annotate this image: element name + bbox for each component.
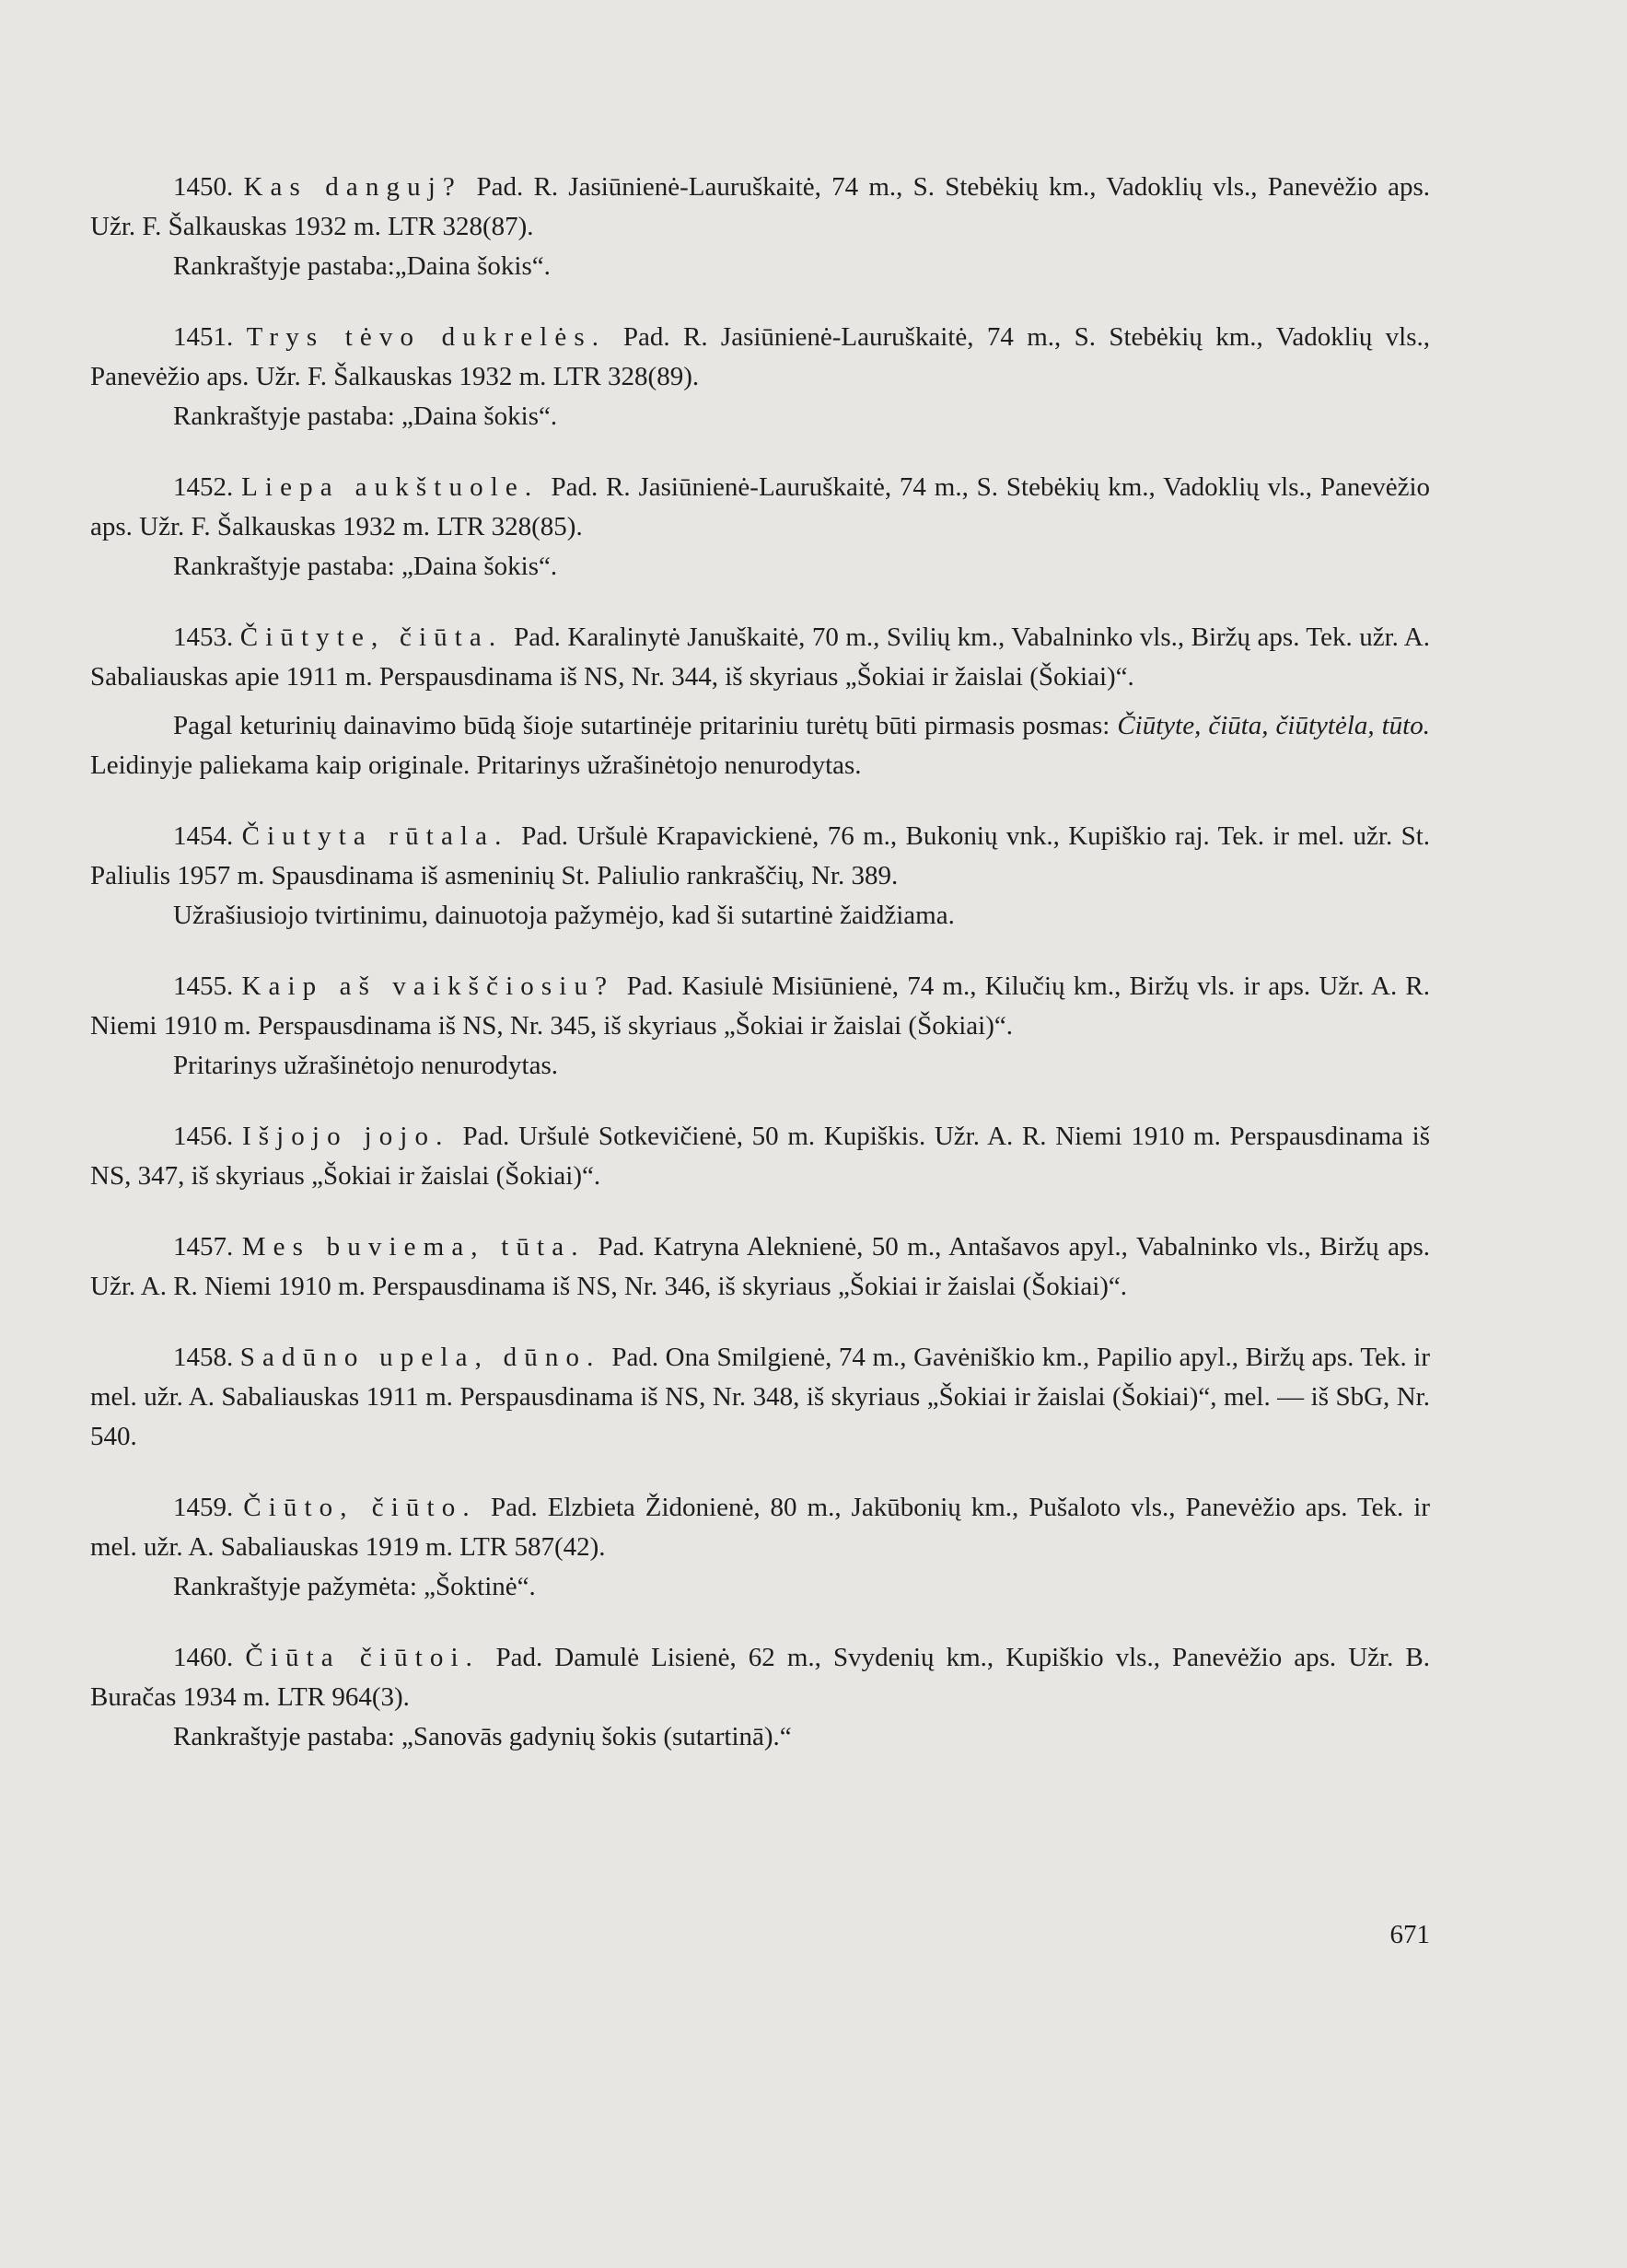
page-number: 671 xyxy=(1389,1920,1430,1949)
entry-details: Pad. Uršulė Krapavickienė, 76 m., Bukonių vnk., Kupiškio raj. Tek. ir mel. užr. St. Paliulis 1957 m. Spausdinama iš asmeninių St. Paliulio rankraščių, Nr. 389. xyxy=(90,821,1431,890)
entry-title: Čiutyta rūtala. xyxy=(241,821,509,851)
entry-title: Mes buviema, tūta. xyxy=(241,1232,586,1262)
entry-1456 xyxy=(90,1117,1430,1196)
entry-details: Pad. R. Jasiūnienė-Lauruškaitė, 74 m., S. Stebėkių km., Vadoklių vls., Panevėžio aps. Užr. F. Šalkauskas 1932 m. LTR 328(85). xyxy=(90,472,1430,541)
entry-text xyxy=(90,1338,1430,1457)
entry-number: 1458. xyxy=(173,1343,234,1372)
entry-note: Užrašiusiojo tvirtinimu, dainuotoja pažymėjo, kad ši sutartinė žaidžiama. xyxy=(173,901,955,930)
entry-1455 xyxy=(90,967,1430,1086)
entry-number: 1453. xyxy=(173,622,234,652)
entry-number: 1454. xyxy=(173,821,234,851)
entry-commentary xyxy=(90,706,1430,785)
entry-title: Trys tėvo dukrelės. xyxy=(246,322,607,352)
entry-number: 1459. xyxy=(173,1493,234,1522)
entry-details: Pad. R. Jasiūnienė-Lauruškaitė, 74 m., S. Stebėkių km., Vadoklių vls., Panevėžio aps. Užr. F. Šalkauskas 1932 m. LTR 328(89). xyxy=(90,322,1431,391)
entry-number: 1455. xyxy=(173,971,234,1001)
entry-text xyxy=(90,1638,1430,1717)
entry-details: Pad. Katryna Aleknienė, 50 m., Antašavos apyl., Vabalninko vls., Biržų aps. Užr. A. R. Niemi 1910 m. Perspausdinama iš NS, Nr. 346, iš skyriaus „Šokiai ir žaislai (Šokiai)“. xyxy=(90,1232,1431,1301)
entry-note: Rankraštyje pastaba: „Daina šokis“. xyxy=(173,552,558,581)
entry-number: 1451. xyxy=(173,322,234,352)
entry-number: 1450. xyxy=(173,172,234,202)
commentary-italic-verse: Čiūtyte, čiūta, čiūtytėla, tūto. xyxy=(1117,711,1430,740)
entry-title: Kas danguj? xyxy=(243,172,462,202)
commentary-text: Pagal keturinių dainavimo būdą šioje sutartinėje pritariniu turėtų būti pirmasis posmas: xyxy=(173,711,1118,740)
entry-text xyxy=(90,168,1430,247)
entry-details: Pad. R. Jasiūnienė-Lauruškaitė, 74 m., S. Stebėkių km., Vadoklių vls., Panevėžio aps. Užr. F. Šalkauskas 1932 m. LTR 328(87). xyxy=(90,172,1431,241)
entry-1450 xyxy=(90,168,1430,286)
entry-title: Sadūno upela, dūno. xyxy=(239,1343,601,1372)
entry-text xyxy=(90,618,1430,697)
entry-1459 xyxy=(90,1488,1430,1607)
entry-title: Išjojo jojo. xyxy=(241,1122,450,1151)
entry-text xyxy=(90,1117,1430,1196)
entry-note: Rankraštyje pastaba: „Sanovās gadynių šokis (sutartinā).“ xyxy=(173,1722,792,1751)
entry-1454 xyxy=(90,817,1430,936)
entry-details: Pad. Karalinytė Januškaitė, 70 m., Svilių km., Vabalninko vls., Biržų aps. Tek. užr. A. Sabaliauskas apie 1911 m. Perspausdinama iš NS, Nr. 344, iš skyriaus „Šokiai ir žaislai (Šokiai)“. xyxy=(90,622,1431,692)
commentary-text-end: Leidinyje paliekama kaip originale. Pritarinys užrašinėtojo nenurodytas. xyxy=(90,750,862,780)
entry-number: 1457. xyxy=(173,1232,234,1262)
entry-note: Rankraštyje pastaba:„Daina šokis“. xyxy=(173,251,551,281)
entry-1460 xyxy=(90,1638,1430,1757)
page-body xyxy=(90,168,1430,1788)
entry-title: Kaip aš vaikščiosiu? xyxy=(241,971,615,1001)
entry-note: Pritarinys užrašinėtojo nenurodytas. xyxy=(173,1051,558,1080)
entry-title: Čiūta čiūtoi. xyxy=(245,1643,481,1672)
entry-number: 1452. xyxy=(173,472,234,502)
entry-note: Rankraštyje pažymėta: „Šoktinė“. xyxy=(173,1572,536,1601)
entry-text xyxy=(90,468,1430,547)
entry-note: Rankraštyje pastaba: „Daina šokis“. xyxy=(173,401,558,431)
entry-number: 1456. xyxy=(173,1122,234,1151)
entry-title: Čiūtyte, čiūta. xyxy=(239,622,504,652)
entry-text xyxy=(90,1488,1430,1567)
entry-details: Pad. Ona Smilgienė, 74 m., Gavėniškio km., Papilio apyl., Biržų aps. Tek. ir mel. užr. A. Sabaliauskas 1911 m. Perspausdinama iš NS, Nr. 348, iš skyriaus „Šokiai ir žaislai (Šokiai)“, mel. — iš SbG, Nr. 540. xyxy=(90,1343,1430,1451)
entry-1458 xyxy=(90,1338,1430,1457)
entry-number: 1460. xyxy=(173,1643,234,1672)
entry-text xyxy=(90,318,1430,397)
entry-details: Pad. Elzbieta Židonienė, 80 m., Jakūbonių km., Pušaloto vls., Panevėžio aps. Tek. ir mel. užr. A. Sabaliauskas 1919 m. LTR 587(42). xyxy=(90,1493,1430,1562)
entry-text xyxy=(90,967,1430,1046)
entry-1451 xyxy=(90,318,1430,436)
entry-title: Čiūto, čiūto. xyxy=(243,1493,477,1522)
entry-details: Pad. Uršulė Sotkevičienė, 50 m. Kupiškis. Užr. A. R. Niemi 1910 m. Perspausdinama iš NS, 347, iš skyriaus „Šokiai ir žaislai (Šokiai)“. xyxy=(90,1122,1431,1191)
entry-text xyxy=(90,1227,1430,1307)
entry-details: Pad. Damulė Lisienė, 62 m., Svydenių km., Kupiškio vls., Panevėžio aps. Užr. B. Buračas 1934 m. LTR 964(3). xyxy=(90,1643,1431,1712)
entry-1453 xyxy=(90,618,1430,785)
entry-title: Liepa aukštuole. xyxy=(241,472,540,502)
entry-text xyxy=(90,817,1430,896)
entry-1457 xyxy=(90,1227,1430,1307)
entry-1452 xyxy=(90,468,1430,587)
entry-details: Pad. Kasiulė Misiūnienė, 74 m., Kilučių km., Biržų vls. ir aps. Užr. A. R. Niemi 1910 m. Perspausdinama iš NS, Nr. 345, iš skyriaus „Šokiai ir žaislai (Šokiai)“. xyxy=(90,971,1431,1041)
